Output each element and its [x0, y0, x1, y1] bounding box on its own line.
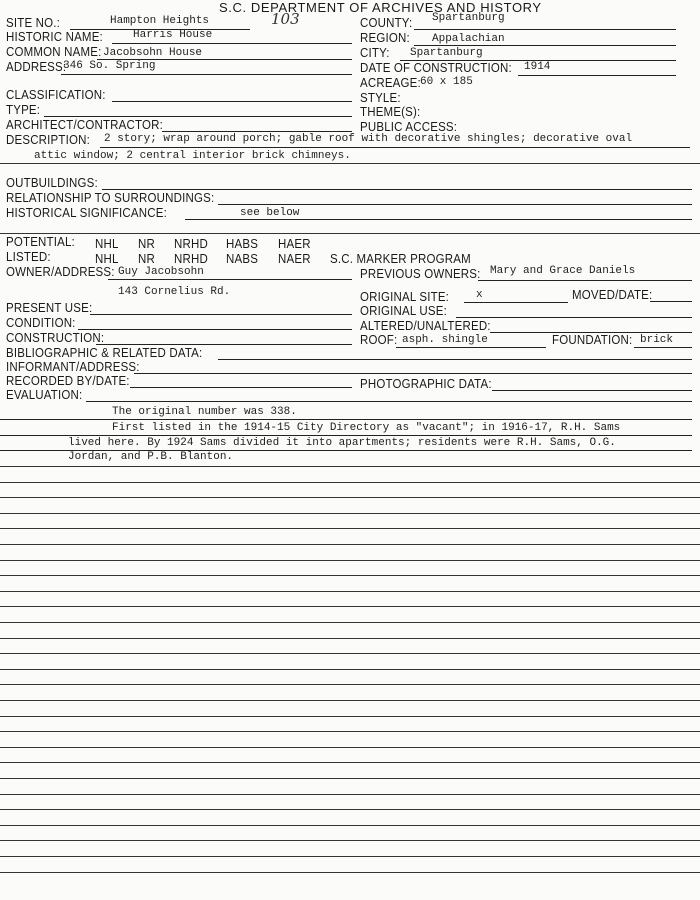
informant-label: INFORMANT/ADDRESS: — [6, 360, 140, 374]
ruled-line — [0, 497, 700, 498]
notes-line1: The original number was 338. — [112, 406, 297, 418]
ruled-line — [0, 731, 700, 732]
ruled-line — [0, 700, 700, 701]
historic-name-line — [112, 43, 352, 44]
region-label: REGION: — [360, 31, 410, 45]
address-label: ADDRESS: — [6, 60, 67, 74]
historic-name-value: Harris House — [133, 29, 213, 41]
construction-label: CONSTRUCTION: — [6, 331, 105, 345]
ruled-line — [0, 653, 700, 654]
designation-nr: NR — [138, 237, 155, 251]
relationship-label: RELATIONSHIP TO SURROUNDINGS: — [6, 191, 215, 205]
owner-rule — [108, 279, 352, 280]
type-line — [44, 116, 352, 117]
form-title: S.C. DEPARTMENT OF ARCHIVES AND HISTORY — [219, 0, 542, 15]
address-line — [61, 74, 352, 75]
themes-label: THEME(S): — [360, 105, 421, 119]
ruled-line — [0, 466, 700, 467]
original-use-label: ORIGINAL USE: — [360, 304, 447, 318]
handwritten-number: 103 — [271, 10, 300, 28]
notes-rule2 — [0, 435, 692, 436]
designation-habs: HABS — [226, 237, 259, 251]
owner-line1: Guy Jacobsohn — [118, 266, 204, 278]
listed-nr: NR — [138, 252, 155, 266]
roof-value: asph. shingle — [402, 334, 488, 346]
description-line1: 2 story; wrap around porch; gable roof with decorative shingles; decorative oval — [104, 133, 633, 145]
foundation-value: brick — [640, 334, 674, 346]
ruled-line — [0, 544, 700, 545]
marker-program-label: S.C. MARKER PROGRAM — [330, 252, 471, 266]
region-line — [414, 45, 676, 46]
ruled-line — [0, 513, 700, 514]
ruled-line — [0, 575, 700, 576]
historic-name-label: HISTORIC NAME: — [6, 30, 103, 44]
designation-nrhd: NRHD — [174, 237, 208, 251]
original-site-line — [464, 302, 568, 303]
acreage-value: 60 x 185 — [420, 76, 473, 88]
notes-line4: Jordan, and P.B. Blanton. — [68, 451, 234, 463]
ruled-line — [0, 840, 700, 841]
previous-owners-value: Mary and Grace Daniels — [490, 265, 636, 277]
evaluation-line — [86, 401, 692, 402]
county-line — [414, 29, 676, 30]
historical-label: HISTORICAL SIGNIFICANCE: — [6, 206, 167, 220]
public-access-label: PUBLIC ACCESS: — [360, 120, 458, 134]
bibliographic-label: BIBLIOGRAPHIC & RELATED DATA: — [6, 346, 203, 360]
ruled-line — [0, 809, 700, 810]
description-line2: attic window; 2 central interior brick chimneys. — [34, 150, 351, 162]
designation-nhl: NHL — [95, 237, 119, 251]
notes-line3: lived here. By 1924 Sams divided it into apartments; residents were R.H. Sams, O.G. — [68, 437, 616, 449]
previous-owners-label: PREVIOUS OWNERS: — [360, 267, 481, 281]
altered-label: ALTERED/UNALTERED: — [360, 319, 491, 333]
roof-label: ROOF: — [360, 333, 398, 347]
city-value: Spartanburg — [410, 47, 483, 59]
relationship-line — [218, 204, 692, 205]
date-construction-label: DATE OF CONSTRUCTION: — [360, 61, 512, 75]
ruled-line — [0, 638, 700, 639]
ruled-line — [0, 560, 700, 561]
ruled-line — [0, 622, 700, 623]
foundation-line — [634, 347, 692, 348]
potential-label: POTENTIAL: — [6, 235, 75, 249]
ruled-line — [0, 825, 700, 826]
ruled-line — [0, 591, 700, 592]
notes-rule1 — [0, 419, 692, 420]
listed-label: LISTED: — [6, 250, 51, 264]
bibliographic-line — [218, 359, 692, 360]
condition-line — [78, 329, 352, 330]
rule — [0, 233, 700, 234]
site-no-label: SITE NO.: — [6, 16, 61, 30]
recorded-label: RECORDED BY/DATE: — [6, 374, 130, 388]
county-value: Spartanburg — [432, 12, 505, 24]
original-site-label: ORIGINAL SITE: — [360, 290, 450, 304]
county-label: COUNTY: — [360, 16, 413, 30]
recorded-line — [130, 387, 352, 388]
listed-nhl: NHL — [95, 252, 119, 266]
common-name-value: Jacobsohn House — [103, 47, 203, 59]
listed-nabs: NABS — [226, 252, 259, 266]
ruled-line — [0, 762, 700, 763]
ruled-line — [0, 606, 700, 607]
photographic-label: PHOTOGRAPHIC DATA: — [360, 377, 492, 391]
owner-line2: 143 Cornelius Rd. — [118, 286, 231, 298]
notes-line2: First listed in the 1914-15 City Directory as "vacant"; in 1916-17, R.H. Sams — [112, 422, 621, 434]
informant-line — [134, 373, 692, 374]
common-name-label: COMMON NAME: — [6, 45, 102, 59]
listed-nrhd: NRHD — [174, 252, 208, 266]
moved-date-line — [650, 301, 692, 302]
original-use-line — [456, 317, 692, 318]
date-construction-line — [518, 75, 676, 76]
architect-line — [162, 131, 352, 132]
ruled-line — [0, 528, 700, 529]
previous-owners-line — [478, 280, 692, 281]
roof-line — [396, 347, 546, 348]
type-label: TYPE: — [6, 103, 41, 117]
ruled-line — [0, 872, 700, 873]
outbuildings-label: OUTBUILDINGS: — [6, 176, 98, 190]
acreage-label: ACREAGE: — [360, 76, 421, 90]
condition-label: CONDITION: — [6, 316, 76, 330]
ruled-line — [0, 669, 700, 670]
ruled-line — [0, 716, 700, 717]
ruled-line — [0, 856, 700, 857]
description-label: DESCRIPTION: — [6, 133, 91, 147]
date-construction-value: 1914 — [524, 61, 551, 73]
description-rule1 — [100, 147, 690, 148]
original-site-value: x — [476, 289, 483, 301]
present-use-line — [90, 314, 352, 315]
designation-haer: HAER — [278, 237, 311, 251]
classification-line — [112, 101, 352, 102]
construction-line — [96, 344, 352, 345]
foundation-label: FOUNDATION: — [552, 333, 633, 347]
region-value: Appalachian — [432, 33, 505, 45]
outbuildings-line — [102, 189, 692, 190]
ruled-line — [0, 794, 700, 795]
classification-label: CLASSIFICATION: — [6, 88, 106, 102]
listed-naer: NAER — [278, 252, 311, 266]
architect-label: ARCHITECT/CONTRACTOR: — [6, 118, 163, 132]
ruled-line — [0, 684, 700, 685]
present-use-label: PRESENT USE: — [6, 301, 93, 315]
owner-label: OWNER/ADDRESS: — [6, 265, 115, 279]
evaluation-label: EVALUATION: — [6, 388, 83, 402]
city-label: CITY: — [360, 46, 390, 60]
ruled-line — [0, 482, 700, 483]
photographic-line — [492, 390, 692, 391]
moved-date-label: MOVED/DATE: — [572, 288, 653, 302]
site-no-value: Hampton Heights — [110, 15, 210, 27]
ruled-line — [0, 778, 700, 779]
ruled-line — [0, 747, 700, 748]
address-value: 346 So. Spring — [63, 60, 156, 72]
historical-value: see below — [240, 207, 300, 219]
rule — [0, 163, 700, 164]
style-label: STYLE: — [360, 91, 401, 105]
historical-line — [185, 219, 692, 220]
